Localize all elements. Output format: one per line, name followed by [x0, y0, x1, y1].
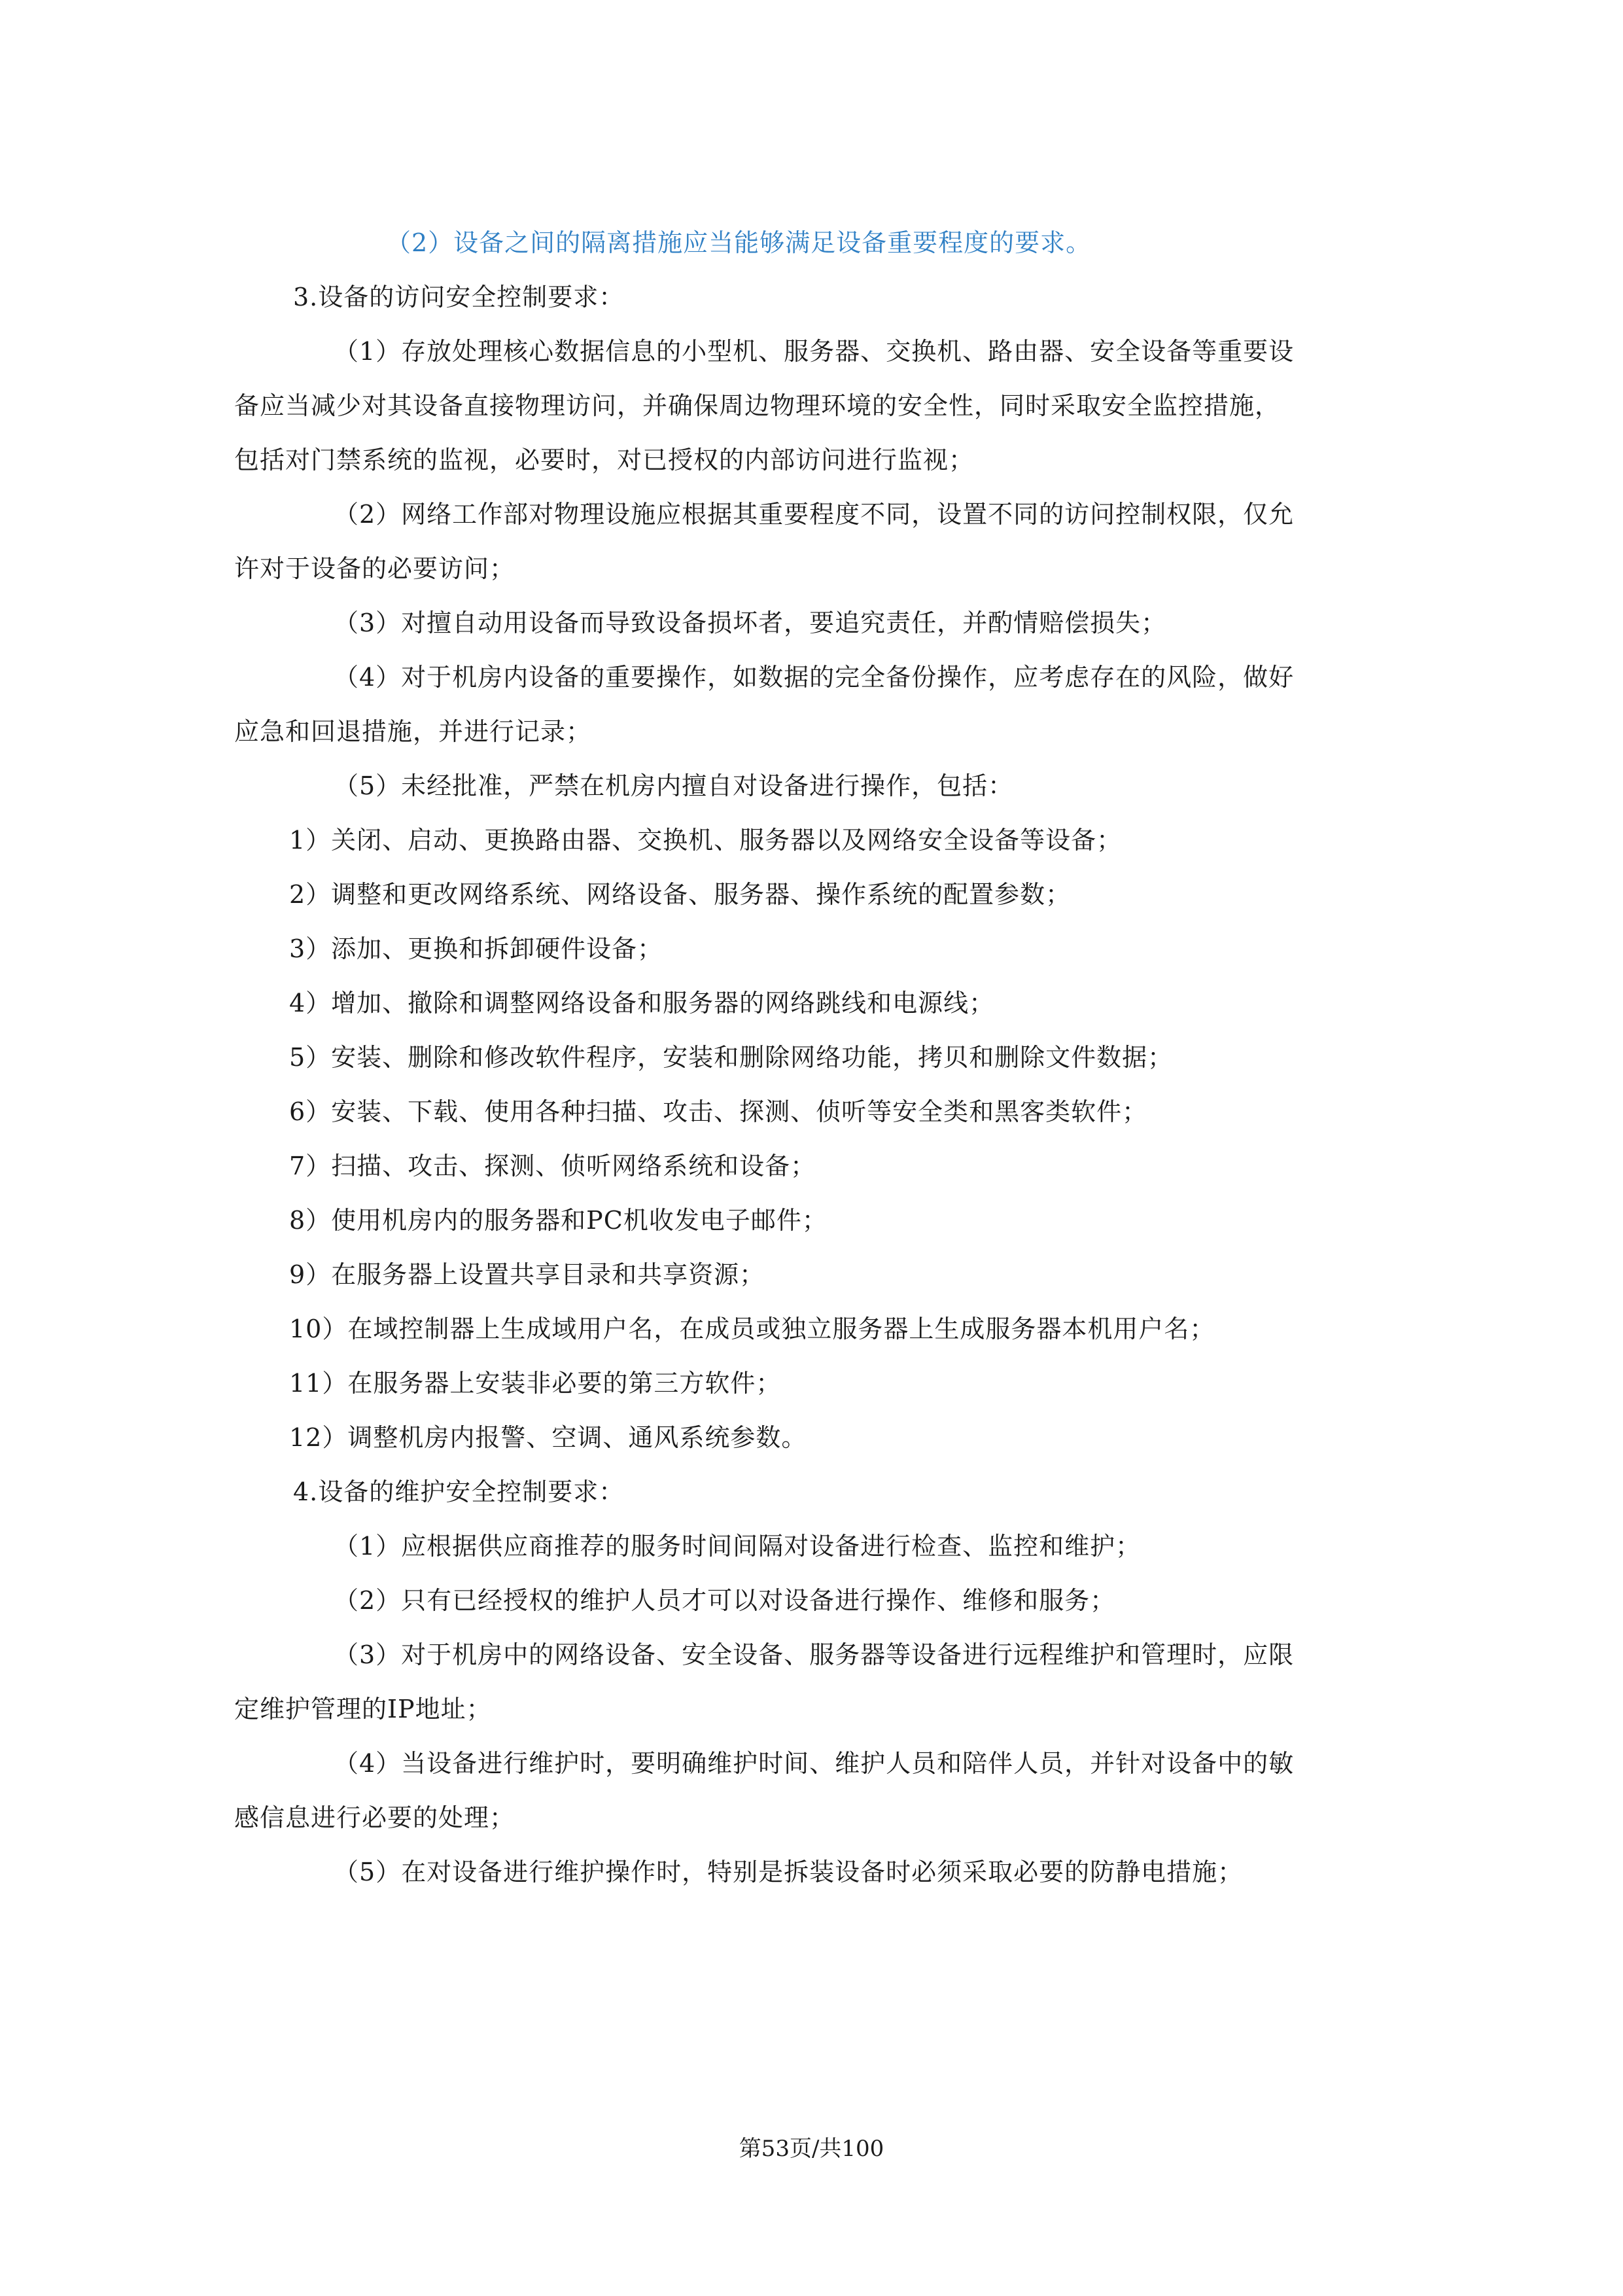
paragraph-line: （3）对擅自动用设备而导致设备损坏者，要追究责任，并酌情赔偿损失；: [334, 609, 1167, 637]
paragraph-line: 包括对门禁系统的监视，必要时，对已授权的内部访问进行监视；: [234, 446, 975, 474]
list-item: 8）使用机房内的服务器和PC机收发电子邮件；: [289, 1206, 828, 1235]
paragraph-line: （5）未经批准，严禁在机房内擅自对设备进行操作，包括：: [334, 771, 1014, 800]
paragraph-line: （4）对于机房内设备的重要操作，如数据的完全备份操作，应考虑存在的风险，做好: [334, 663, 1295, 692]
list-item: 1）关闭、启动、更换路由器、交换机、服务器以及网络安全设备等设备；: [289, 826, 1123, 855]
list-item: 7）扫描、攻击、探测、侦听网络系统和设备；: [289, 1152, 816, 1180]
paragraph-line: 定维护管理的IP地址；: [234, 1695, 492, 1723]
list-item: 12）调整机房内报警、空调、通风系统参数。: [289, 1423, 807, 1452]
paragraph-line: （5）在对设备进行维护操作时，特别是拆装设备时必须采取必要的防静电措施；: [334, 1858, 1244, 1886]
list-item: 4）增加、撤除和调整网络设备和服务器的网络跳线和电源线；: [289, 989, 995, 1017]
paragraph-line: （2）只有已经授权的维护人员才可以对设备进行操作、维修和服务；: [334, 1586, 1116, 1615]
section-heading-3: 3.设备的访问安全控制要求：: [293, 283, 625, 311]
paragraph-line: （1）应根据供应商推荐的服务时间间隔对设备进行检查、监控和维护；: [334, 1532, 1142, 1561]
paragraph-line: （4）当设备进行维护时，要明确维护时间、维护人员和陪伴人员，并针对设备中的敏: [334, 1749, 1295, 1778]
list-item: 10）在域控制器上生成域用户名，在成员或独立服务器上生成服务器本机用户名；: [289, 1315, 1215, 1343]
list-item: 11）在服务器上安装非必要的第三方软件；: [289, 1369, 782, 1398]
paragraph-line: 备应当减少对其设备直接物理访问，并确保周边物理环境的安全性，同时采取安全监控措施，: [234, 391, 1281, 420]
list-item: 2）调整和更改网络系统、网络设备、服务器、操作系统的配置参数；: [289, 880, 1072, 909]
section-heading-4: 4.设备的维护安全控制要求：: [293, 1477, 625, 1506]
document-body: [234, 216, 1392, 1899]
paragraph-line: 应急和回退措施，并进行记录；: [234, 717, 592, 746]
paragraph-line: （3）对于机房中的网络设备、安全设备、服务器等设备进行远程维护和管理时，应限: [334, 1640, 1295, 1669]
paragraph-line: 许对于设备的必要访问；: [234, 554, 515, 583]
paragraph-line: 感信息进行必要的处理；: [234, 1803, 515, 1832]
list-item: 9）在服务器上设置共享目录和共享资源；: [289, 1260, 765, 1289]
list-item: 3）添加、更换和拆卸硬件设备；: [289, 934, 663, 963]
page-number-footer: 第53页/共100: [739, 2136, 884, 2162]
paragraph-line: （1）存放处理核心数据信息的小型机、服务器、交换机、路由器、安全设备等重要设: [334, 337, 1295, 366]
list-item: 5）安装、删除和修改软件程序，安装和删除网络功能，拷贝和删除文件数据；: [289, 1043, 1174, 1072]
highlighted-item: （2）设备之间的隔离措施应当能够满足设备重要程度的要求。: [386, 228, 1092, 257]
list-item: 6）安装、下载、使用各种扫描、攻击、探测、侦听等安全类和黑客类软件；: [289, 1097, 1148, 1126]
paragraph-line: （2）网络工作部对物理设施应根据其重要程度不同，设置不同的访问控制权限，仅允: [334, 500, 1295, 529]
